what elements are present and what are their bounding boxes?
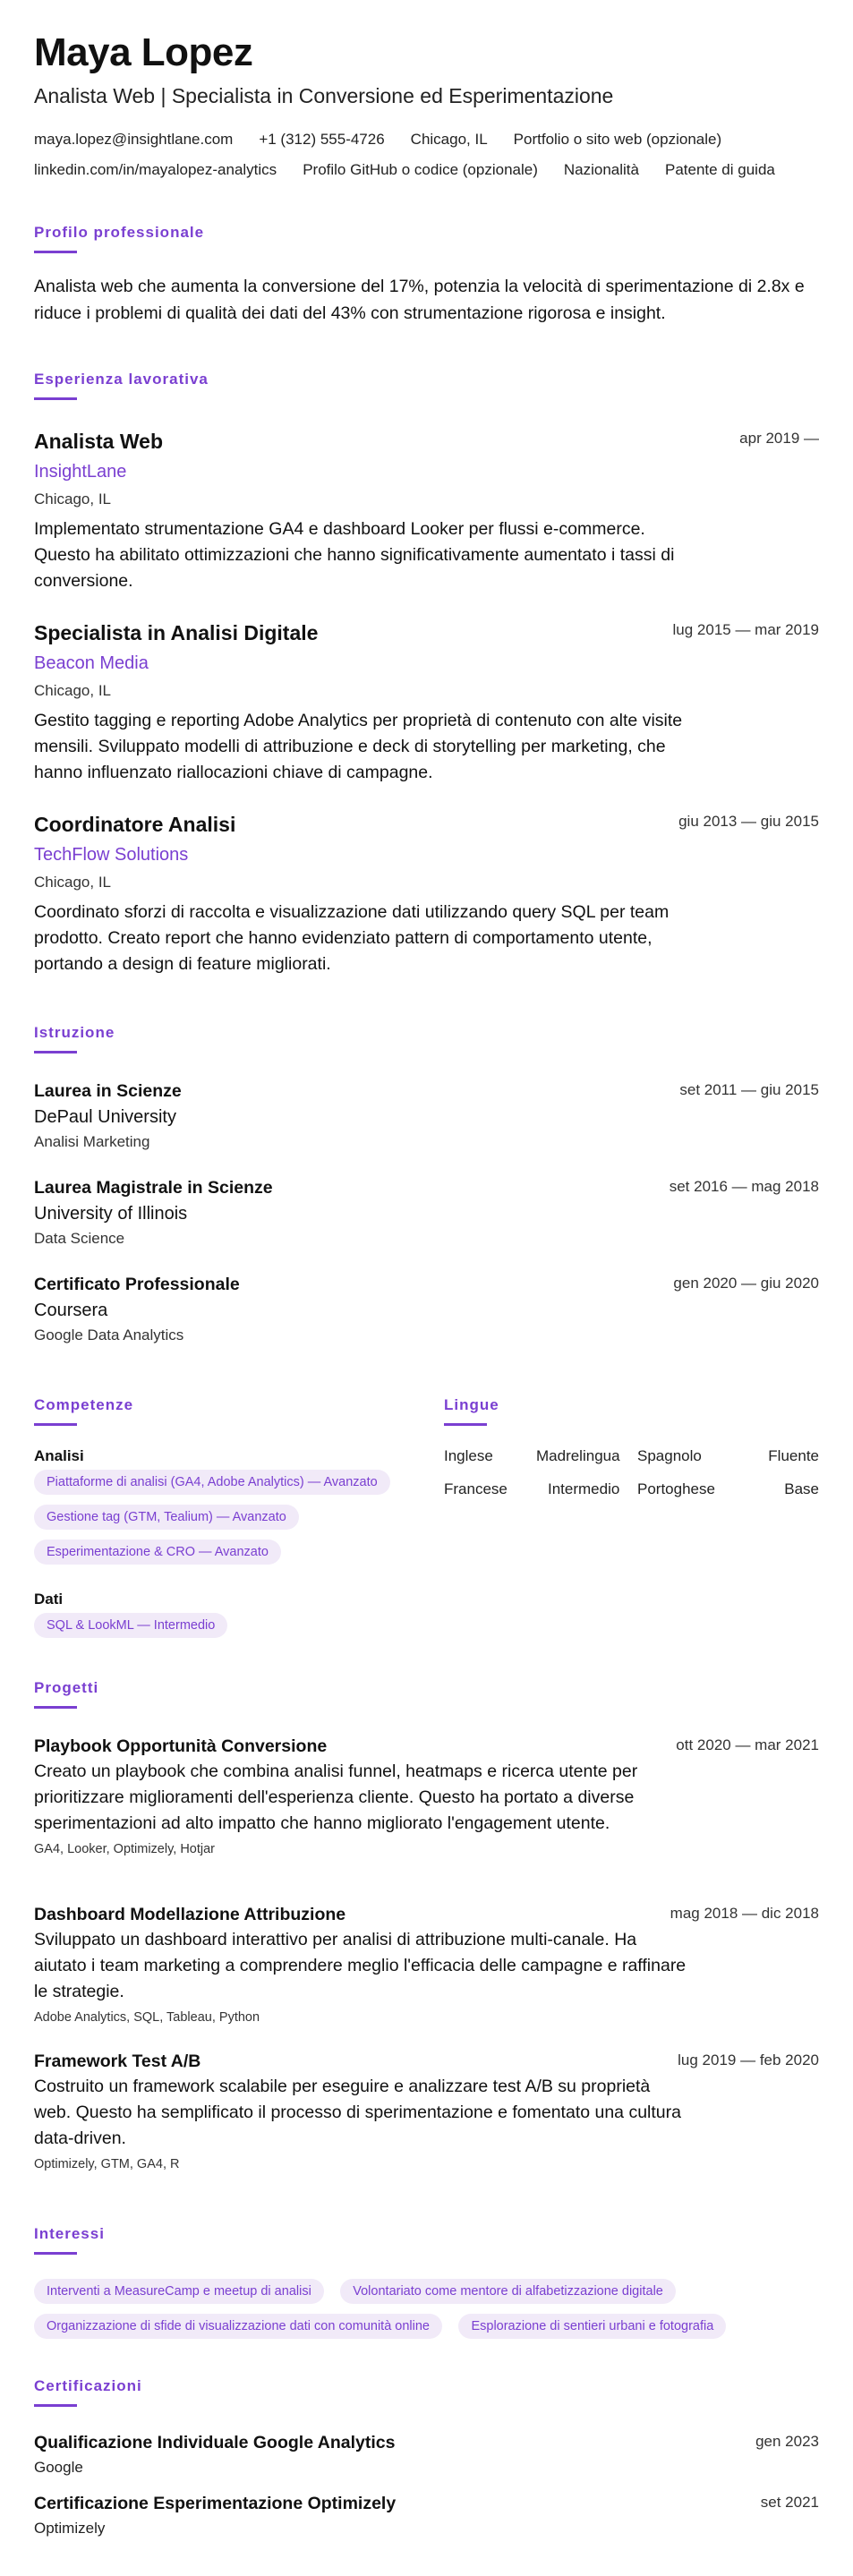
skill-chip-row	[34, 1613, 227, 1638]
headline: Analista Web | Specialista in Conversione ed Esperimentazione	[34, 84, 614, 107]
job-title: Analista Web	[34, 430, 163, 453]
certification-item	[34, 2494, 819, 2538]
project-dates: lug 2019 — feb 2020	[678, 2051, 819, 2068]
certification-issuer: Optimizely	[34, 2520, 106, 2537]
skill-chip: SQL & LookML — Intermedio	[34, 1613, 227, 1638]
language-level: Base	[784, 1480, 819, 1497]
project-item	[34, 1736, 819, 1856]
education-item	[34, 1081, 819, 1151]
language-name: Spagnolo	[637, 1447, 702, 1464]
school-name: University of Illinois	[34, 1204, 188, 1224]
job-dates: giu 2013 — giu 2015	[678, 813, 819, 830]
education-dates: set 2011 — giu 2015	[679, 1081, 819, 1098]
degree: Laurea in Scienze	[34, 1081, 182, 1101]
candidate-name: Maya Lopez	[34, 30, 253, 74]
interest-chip: Organizzazione di sfide di visualizzazione dati con comunità online	[34, 2314, 442, 2339]
project-dates: ott 2020 — mar 2021	[676, 1736, 819, 1753]
certification-date: set 2021	[760, 2494, 819, 2511]
skill-chip-row	[34, 1470, 390, 1495]
section-title-projects: Progetti	[34, 1679, 99, 1696]
field-of-study: Google Data Analytics	[34, 1326, 184, 1343]
section-title-certifications: Certificazioni	[34, 2377, 142, 2394]
section-title-education: Istruzione	[34, 1024, 115, 1041]
skill-group-label: Dati	[34, 1591, 64, 1608]
job-description: Implementato strumentazione GA4 e dashboard Looker per flussi e-commerce. Questo ha abilitato ottimizzazioni che hanno significativamente aumentato i tassi di conversione.	[34, 519, 675, 591]
certification-date: gen 2023	[755, 2433, 819, 2450]
language-level: Fluente	[768, 1447, 819, 1464]
certification-item	[34, 2433, 819, 2477]
certification-title: Certificazione Esperimentazione Optimizely	[34, 2494, 397, 2513]
project-dates: mag 2018 — dic 2018	[670, 1905, 819, 1922]
job-title: Specialista in Analisi Digitale	[34, 621, 319, 644]
project-description: Creato un playbook che combina analisi funnel, heatmaps e ricerca utente per prioritizzare miglioramenti dell'esperienza cliente. Questo ha portato a diverse sperimentazioni ad alto impatto che hanno migliorato l'engagement utente.	[34, 1761, 638, 1833]
phone-number[interactable]: +1 (312) 555-4726	[259, 131, 385, 148]
job-location: Chicago, IL	[34, 490, 111, 508]
skill-group-label: Analisi	[34, 1447, 84, 1464]
education-dates: gen 2020 — giu 2020	[673, 1275, 819, 1292]
project-title: Framework Test A/B	[34, 2051, 201, 2071]
project-item	[34, 1905, 819, 2025]
experience-item	[34, 430, 819, 594]
project-title: Playbook Opportunità Conversione	[34, 1736, 328, 1756]
nationality: Nazionalità	[563, 161, 639, 178]
project-tools: Adobe Analytics, SQL, Tableau, Python	[34, 2010, 260, 2025]
education-dates: set 2016 — mag 2018	[669, 1178, 819, 1195]
language-level: Intermedio	[548, 1480, 620, 1497]
experience-item	[34, 813, 819, 977]
section-title-experience: Esperienza lavorativa	[34, 371, 209, 388]
certification-issuer: Google	[34, 2459, 83, 2476]
email-link[interactable]: maya.lopez@insightlane.com	[34, 131, 234, 148]
experience-item	[34, 621, 819, 786]
skill-chip: Piattaforme di analisi (GA4, Adobe Analytics) — Avanzato	[34, 1470, 390, 1495]
language-level: Madrelingua	[536, 1447, 620, 1464]
job-dates: lug 2015 — mar 2019	[672, 621, 819, 638]
education-item	[34, 1275, 819, 1344]
job-location: Chicago, IL	[34, 874, 111, 891]
github-link[interactable]: Profilo GitHub o codice (opzionale)	[303, 161, 538, 178]
project-item	[34, 2051, 819, 2171]
section-title-interests: Interessi	[34, 2225, 105, 2242]
job-title: Coordinatore Analisi	[34, 813, 236, 836]
job-description: Coordinato sforzi di raccolta e visualizzazione dati utilizzando query SQL per team prodotto. Creato report che hanno evidenziato pattern di comportamento utente, portando a design di feature migliorati.	[34, 902, 670, 974]
location: Chicago, IL	[410, 131, 488, 148]
education-item	[34, 1178, 819, 1248]
section-title-languages: Lingue	[444, 1396, 499, 1413]
linkedin-link[interactable]: linkedin.com/in/mayalopez-analytics	[34, 161, 277, 178]
profile-summary: Analista web che aumenta la conversione del 17%, potenzia la velocità di sperimentazione di 2.8x e riduce i problemi di qualità dei dati del 43% con strumentazione rigorosa e insight.	[34, 277, 805, 323]
interest-chip: Esplorazione di sentieri urbani e fotografia	[458, 2314, 726, 2339]
language-name: Inglese	[444, 1447, 493, 1464]
skill-chip-row	[34, 1540, 281, 1565]
skill-chip: Esperimentazione & CRO — Avanzato	[34, 1540, 281, 1565]
portfolio-link[interactable]: Portfolio o sito web (opzionale)	[513, 131, 722, 148]
school-name: Coursera	[34, 1301, 108, 1320]
skill-chip-row	[34, 1505, 299, 1530]
section-title-profile: Profilo professionale	[34, 224, 205, 241]
company-name: TechFlow Solutions	[34, 845, 189, 865]
language-name: Francese	[444, 1480, 508, 1497]
interest-chip: Interventi a MeasureCamp e meetup di analisi	[34, 2279, 324, 2304]
language-name: Portoghese	[637, 1480, 715, 1497]
degree: Certificato Professionale	[34, 1275, 240, 1294]
job-dates: apr 2019 —	[739, 430, 819, 447]
contact-row-1	[34, 131, 721, 149]
degree: Laurea Magistrale in Scienze	[34, 1178, 273, 1198]
driving-license: Patente di guida	[664, 161, 775, 178]
interest-chip-row	[34, 2314, 726, 2339]
company-name: Beacon Media	[34, 653, 149, 673]
section-title-skills: Competenze	[34, 1396, 134, 1413]
certification-title: Qualificazione Individuale Google Analytics	[34, 2433, 396, 2452]
project-description: Costruito un framework scalabile per eseguire e analizzare test A/B su proprietà web. Questo ha semplificato il processo di sperimentazione e fomentato una cultura data-driven.	[34, 2077, 681, 2148]
interest-chip: Volontariato come mentore di alfabetizzazione digitale	[340, 2279, 676, 2304]
job-location: Chicago, IL	[34, 682, 111, 699]
project-description: Sviluppato un dashboard interattivo per analisi di attribuzione multi-canale. Ha aiutato i team marketing a comprendere meglio l'efficacia delle campagne e raffinare le strategie.	[34, 1930, 687, 2001]
project-tools: GA4, Looker, Optimizely, Hotjar	[34, 1842, 216, 1856]
contact-row-2	[34, 161, 775, 179]
school-name: DePaul University	[34, 1107, 176, 1127]
field-of-study: Analisi Marketing	[34, 1133, 150, 1150]
project-title: Dashboard Modellazione Attribuzione	[34, 1905, 346, 1924]
skill-chip: Gestione tag (GTM, Tealium) — Avanzato	[34, 1505, 299, 1530]
interest-chip-row	[34, 2279, 676, 2304]
company-name: InsightLane	[34, 462, 127, 482]
job-description: Gestito tagging e reporting Adobe Analytics per proprietà di contenuto con alte visite mensili. Sviluppato modelli di attribuzione e deck di storytelling per marketing, che hanno influenzato riallocazioni chiave di campagne.	[34, 711, 683, 782]
project-tools: Optimizely, GTM, GA4, R	[34, 2157, 180, 2171]
field-of-study: Data Science	[34, 1230, 125, 1247]
